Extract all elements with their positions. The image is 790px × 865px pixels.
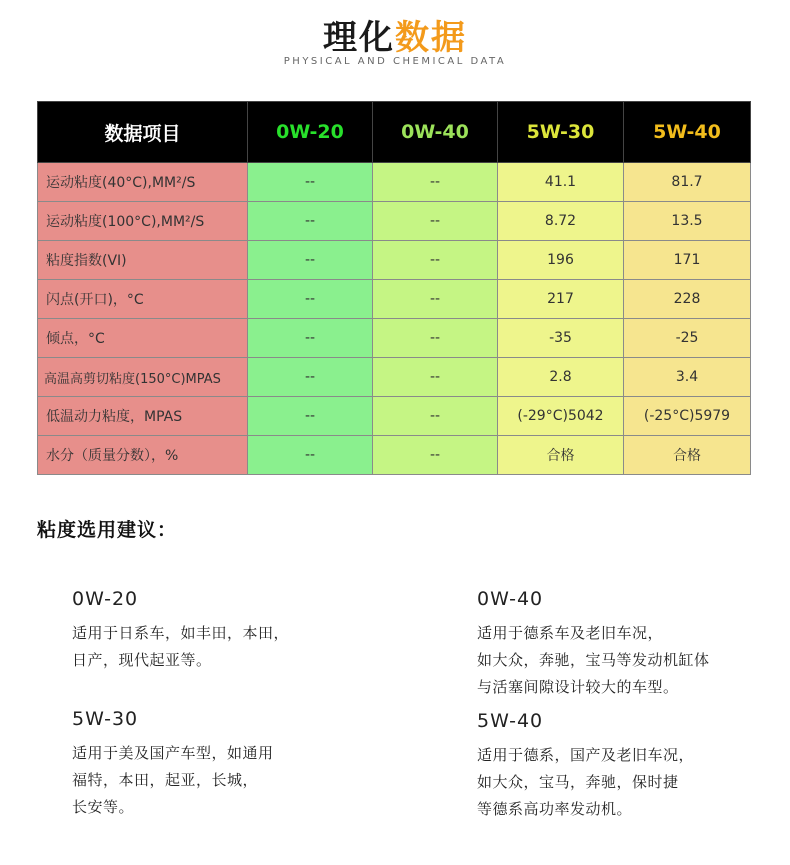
title-part-dark: 理化 bbox=[323, 18, 395, 58]
header-item: 数据项目 bbox=[38, 102, 248, 163]
recommendation-5w40 bbox=[477, 710, 790, 823]
page-title bbox=[0, 10, 790, 59]
recommendation-text: 长安等。 bbox=[72, 798, 135, 816]
table-row bbox=[38, 358, 751, 397]
cell-5w30: 41.1 bbox=[498, 163, 624, 202]
cell-5w30: (-29°C)5042 bbox=[498, 397, 624, 436]
row-label: 高温高剪切粘度(150°C)MPAS bbox=[38, 358, 248, 397]
header-5w40: 5W-40 bbox=[624, 102, 751, 163]
cell-5w40: 13.5 bbox=[624, 202, 751, 241]
header-5w30: 5W-30 bbox=[498, 102, 624, 163]
cell-0w40: -- bbox=[373, 319, 498, 358]
recommendation-text: 适用于美及国产车型，如通用 bbox=[72, 744, 274, 762]
row-label: 水分（质量分数），% bbox=[38, 436, 248, 475]
cell-5w30: 217 bbox=[498, 280, 624, 319]
recommendation-text: 适用于日系车，如丰田，本田， bbox=[72, 624, 290, 642]
cell-0w20: -- bbox=[248, 319, 373, 358]
row-label: 运动粘度(100°C),MM²/S bbox=[38, 202, 248, 241]
cell-0w40: -- bbox=[373, 436, 498, 475]
grade-label: 5W-40 bbox=[477, 710, 544, 732]
recommendation-text: 福特，本田，起亚，长城， bbox=[72, 771, 259, 789]
table-row bbox=[38, 202, 751, 241]
cell-0w20: -- bbox=[248, 397, 373, 436]
cell-5w30: 8.72 bbox=[498, 202, 624, 241]
recommendation-0w20 bbox=[72, 588, 392, 674]
recommendation-0w40 bbox=[477, 588, 790, 701]
cell-0w40: -- bbox=[373, 163, 498, 202]
recommendation-text: 如大众，宝马，奔驰，保时捷 bbox=[477, 773, 679, 791]
header-0w20: 0W-20 bbox=[248, 102, 373, 163]
grade-label: 0W-40 bbox=[477, 588, 544, 610]
cell-5w40: 3.4 bbox=[624, 358, 751, 397]
page-subtitle: PHYSICAL AND CHEMICAL DATA bbox=[283, 56, 507, 67]
cell-0w40: -- bbox=[373, 280, 498, 319]
recommendation-text: 如大众，奔驰，宝马等发动机缸体 bbox=[477, 651, 710, 669]
recommendation-text: 与活塞间隙设计较大的车型。 bbox=[477, 678, 679, 696]
cell-0w20: -- bbox=[248, 202, 373, 241]
cell-0w40: -- bbox=[373, 358, 498, 397]
cell-0w20: -- bbox=[248, 358, 373, 397]
cell-0w40: -- bbox=[373, 241, 498, 280]
cell-5w30: 196 bbox=[498, 241, 624, 280]
table-row bbox=[38, 397, 751, 436]
row-label: 运动粘度(40°C),MM²/S bbox=[38, 163, 248, 202]
cell-0w20: -- bbox=[248, 280, 373, 319]
recommendation-heading: 粘度选用建议： bbox=[37, 519, 178, 541]
cell-0w40: -- bbox=[373, 397, 498, 436]
table-row bbox=[38, 241, 751, 280]
header-0w40: 0W-40 bbox=[373, 102, 498, 163]
recommendation-text: 适用于德系车及老旧车况， bbox=[477, 624, 664, 642]
row-label: 倾点，°C bbox=[38, 319, 248, 358]
grade-label: 5W-30 bbox=[72, 708, 139, 730]
cell-0w20: -- bbox=[248, 241, 373, 280]
recommendation-text: 适用于德系，国产及老旧车况， bbox=[477, 746, 695, 764]
spec-table bbox=[37, 101, 751, 475]
title-part-orange: 数据 bbox=[395, 18, 467, 58]
recommendation-5w30 bbox=[72, 708, 392, 821]
row-label: 低温动力粘度，MPAS bbox=[38, 397, 248, 436]
table-row bbox=[38, 319, 751, 358]
table-row bbox=[38, 163, 751, 202]
grade-label: 0W-20 bbox=[72, 588, 139, 610]
table-row bbox=[38, 436, 751, 475]
cell-5w40: 228 bbox=[624, 280, 751, 319]
cell-0w20: -- bbox=[248, 163, 373, 202]
cell-5w40: 合格 bbox=[624, 436, 751, 475]
row-label: 粘度指数(VI) bbox=[38, 241, 248, 280]
recommendation-text: 日产，现代起亚等。 bbox=[72, 651, 212, 669]
row-label: 闪点(开口)，°C bbox=[38, 280, 248, 319]
cell-0w40: -- bbox=[373, 202, 498, 241]
cell-0w20: -- bbox=[248, 436, 373, 475]
cell-5w30: 2.8 bbox=[498, 358, 624, 397]
table-row bbox=[38, 280, 751, 319]
cell-5w30: 合格 bbox=[498, 436, 624, 475]
cell-5w40: 81.7 bbox=[624, 163, 751, 202]
cell-5w40: 171 bbox=[624, 241, 751, 280]
recommendation-text: 等德系高功率发动机。 bbox=[477, 800, 633, 818]
cell-5w40: (-25°C)5979 bbox=[624, 397, 751, 436]
table-header-row bbox=[38, 102, 751, 163]
cell-5w40: -25 bbox=[624, 319, 751, 358]
cell-5w30: -35 bbox=[498, 319, 624, 358]
